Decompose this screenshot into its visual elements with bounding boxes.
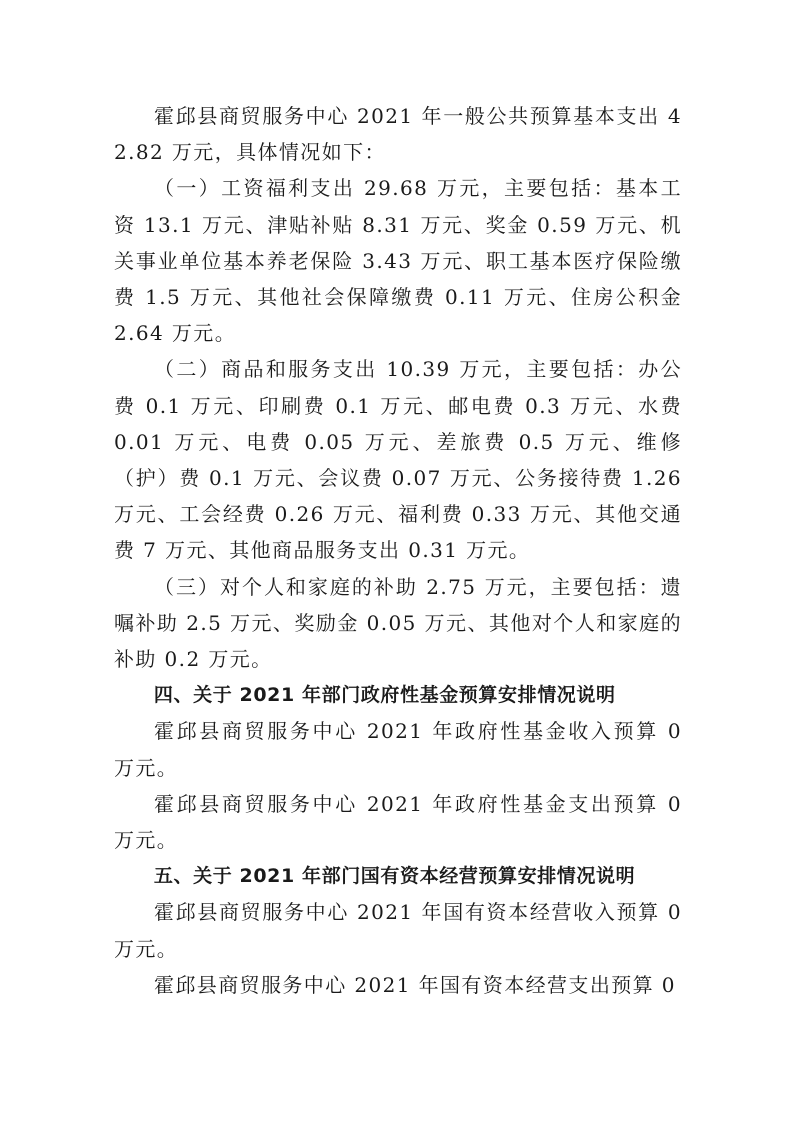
document-page: [114, 98, 682, 1003]
section5-expense-paragraph: 霍邱县商贸服务中心 2021 年国有资本经营支出预算 0: [154, 972, 676, 997]
section4-heading: 四、关于 2021 年部门政府性基金预算安排情况说明: [153, 684, 616, 707]
section5-heading: 五、关于 2021 年部门国有资本经营预算安排情况说明: [153, 865, 636, 888]
section5-income-paragraph: 霍邱县商贸服务中心 2021 年国有资本经营收入预算 0 万元。: [114, 900, 682, 961]
wage-welfare-paragraph: （一）工资福利支出 29.68 万元，主要包括：基本工资 13.1 万元、津贴补贴 8.31 万元、奖金 0.59 万元、机关事业单位基本养老保险 3.43 万元、职工基本医疗保险缴费 1.5 万元、其他社会保障缴费 0.11 万元、住房公积金 2.64 万元。: [114, 176, 682, 346]
section4-expense-paragraph: 霍邱县商贸服务中心 2021 年政府性基金支出预算 0 万元。: [114, 791, 682, 853]
section4-income-paragraph: 霍邱县商贸服务中心 2021 年政府性基金收入预算 0 万元。: [114, 719, 682, 780]
household-subsidy-paragraph: （三）对个人和家庭的补助 2.75 万元，主要包括：遗嘱补助 2.5 万元、奖励金 0.05 万元、其他对个人和家庭的补助 0.2 万元。: [114, 574, 682, 672]
intro-paragraph: 霍邱县商贸服务中心 2021 年一般公共预算基本支出 42.82 万元，具体情况如下：: [114, 104, 682, 165]
goods-services-paragraph: （二）商品和服务支出 10.39 万元，主要包括：办公费 0.1 万元、印刷费 0.1 万元、邮电费 0.3 万元、水费 0.01 万元、电费 0.05 万元、差旅费 0.5 万元、维修（护）费 0.1 万元、会议费 0.07 万元、公务接待费 1.26 万元、工会经费 0.26 万元、福利费 0.33 万元、其他交通费 7 万元、其他商品服务支出 0.31 万元。: [114, 357, 682, 563]
